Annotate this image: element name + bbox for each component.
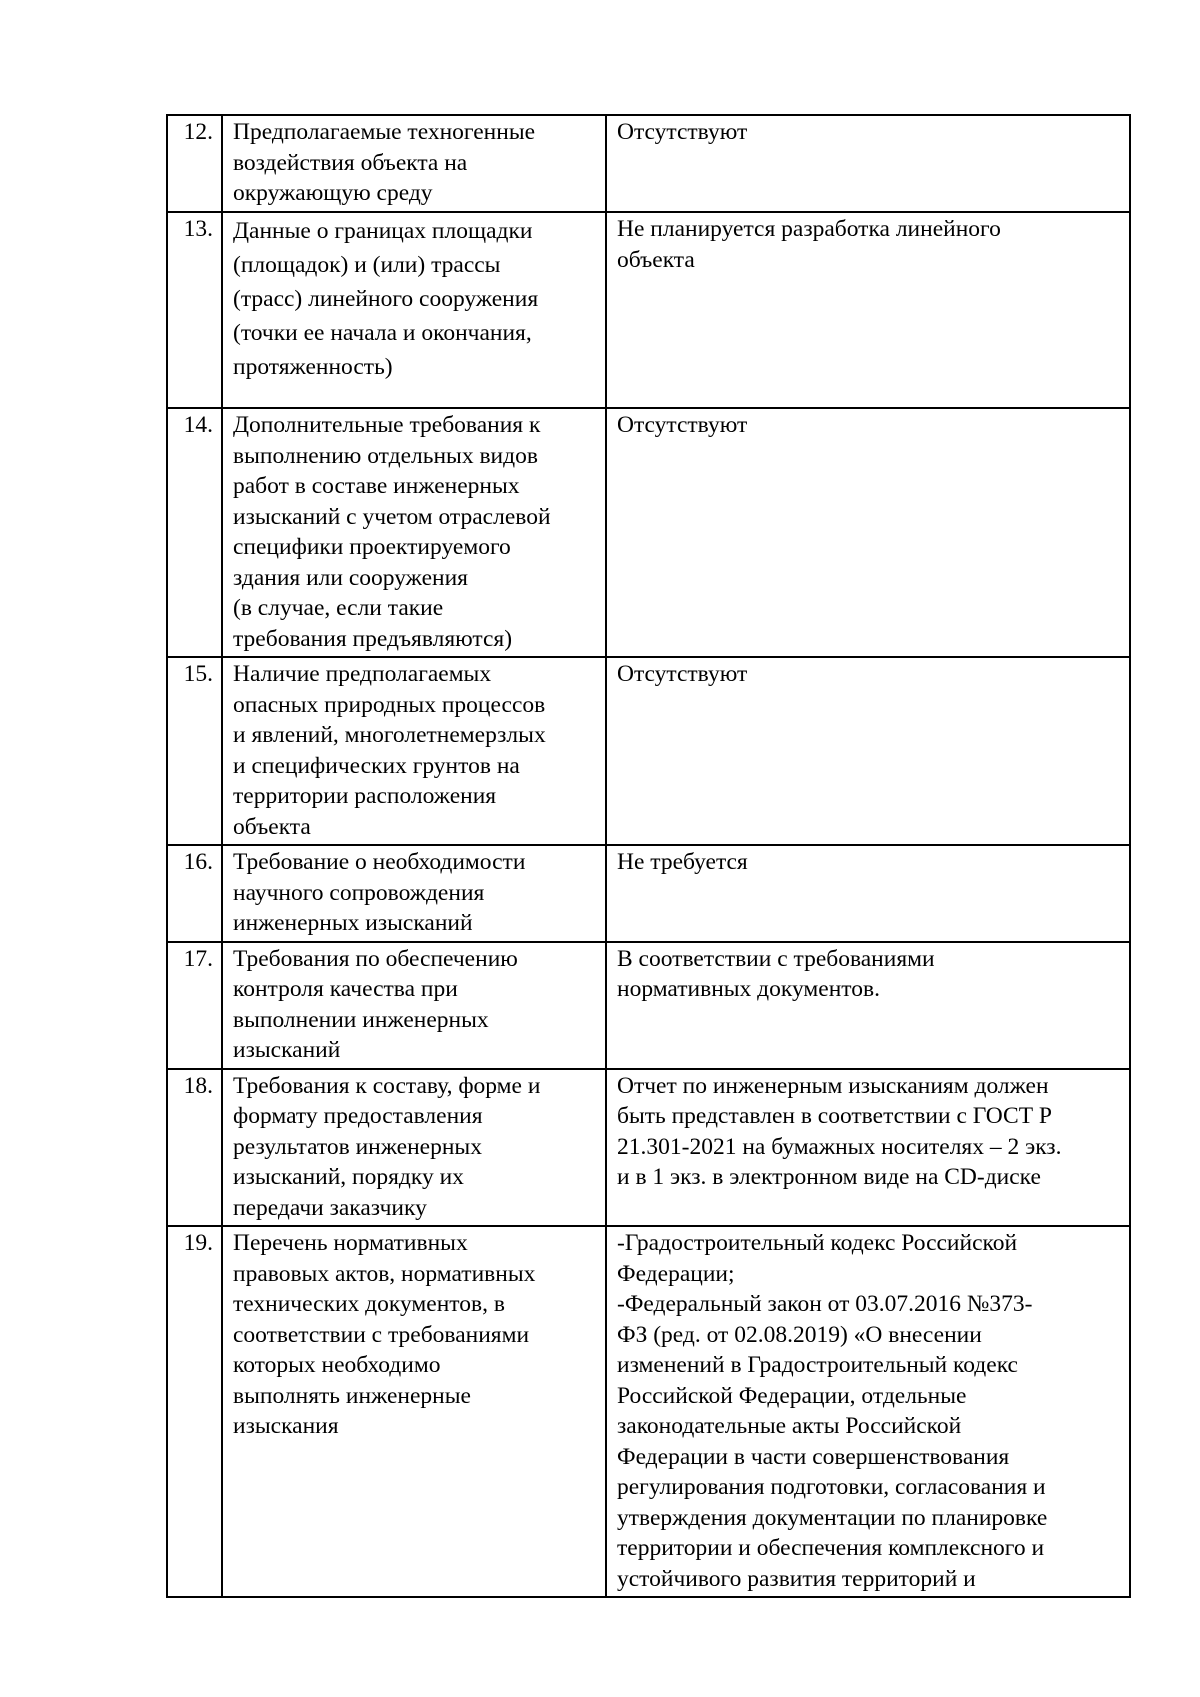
requirement-cell: Требования по обеспечению контроля качества при выполнении инженерных изысканий (222, 942, 606, 1069)
value-cell: Отчет по инженерным изысканиям должен быть представлен в соответствии с ГОСТ Р 21.301-2021 на бумажных носителях – 2 экз. и в 1 экз. в электронном виде на CD-диске (606, 1069, 1130, 1227)
row-number: 16. (167, 845, 222, 942)
value-cell: Отсутствуют (606, 408, 1130, 657)
table-row (167, 845, 1130, 942)
row-number: 19. (167, 1226, 222, 1597)
table-row (167, 657, 1130, 845)
requirement-cell: Наличие предполагаемых опасных природных процессов и явлений, многолетнемерзлых и специфических грунтов на территории расположения объекта (222, 657, 606, 845)
row-number: 13. (167, 212, 222, 408)
table-row (167, 1226, 1130, 1597)
requirement-cell: Дополнительные требования к выполнению отдельных видов работ в составе инженерных изысканий с учетом отраслевой специфики проектируемого здания или сооружения (в случае, если такие требования предъявляются) (222, 408, 606, 657)
requirements-table (166, 114, 1131, 1598)
value-cell: Отсутствуют (606, 115, 1130, 212)
table-row (167, 408, 1130, 657)
value-cell: Отсутствуют (606, 657, 1130, 845)
table-row (167, 212, 1130, 408)
requirement-cell: Требования к составу, форме и формату предоставления результатов инженерных изысканий, порядку их передачи заказчику (222, 1069, 606, 1227)
requirement-cell: Требование о необходимости научного сопровождения инженерных изысканий (222, 845, 606, 942)
table-row (167, 1069, 1130, 1227)
requirement-cell: Предполагаемые техногенные воздействия объекта на окружающую среду (222, 115, 606, 212)
row-number: 18. (167, 1069, 222, 1227)
row-number: 15. (167, 657, 222, 845)
row-number: 17. (167, 942, 222, 1069)
table-row (167, 115, 1130, 212)
row-number: 12. (167, 115, 222, 212)
value-cell: В соответствии с требованиями нормативных документов. (606, 942, 1130, 1069)
value-cell: -Градостроительный кодекс Российской Федерации; -Федеральный закон от 03.07.2016 №373- ФЗ (ред. от 02.08.2019) «О внесении изменений в Градостроительный кодекс Российской Федерации, отдельные законодательные акты Российской Федерации в части совершенствования регулирования подготовки, согласования и утверждения документации по планировке территории и обеспечения комплексного и устойчивого развития территорий и (606, 1226, 1130, 1597)
requirement-cell: Данные о границах площадки (площадок) и (или) трассы (трасс) линейного сооружения (точки ее начала и окончания, протяженность) (222, 212, 606, 408)
table-row (167, 942, 1130, 1069)
value-cell: Не требуется (606, 845, 1130, 942)
value-cell: Не планируется разработка линейного объекта (606, 212, 1130, 408)
requirement-cell: Перечень нормативных правовых актов, нормативных технических документов, в соответствии с требованиями которых необходимо выполнять инженерные изыскания (222, 1226, 606, 1597)
row-number: 14. (167, 408, 222, 657)
